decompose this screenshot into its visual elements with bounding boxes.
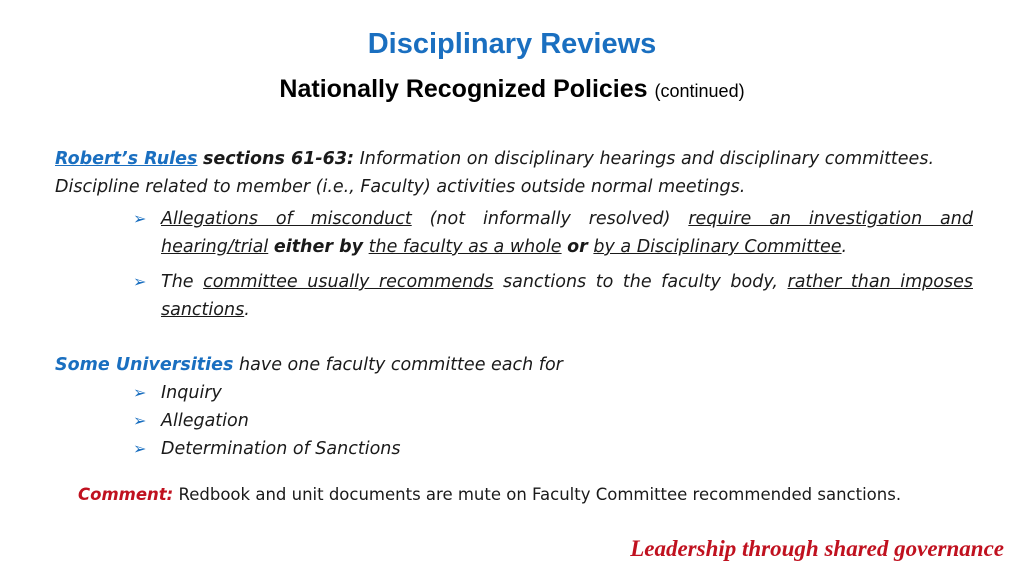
list-item (133, 435, 973, 463)
rules-bullet-list (133, 205, 973, 324)
bullet-text: . (244, 300, 250, 320)
bullet-text: The (161, 272, 194, 292)
footer-tagline: Leadership through shared governance (630, 536, 1004, 561)
bullet-text: the faculty as a whole (368, 237, 562, 257)
committee-item: Inquiry (161, 383, 222, 403)
bullet-text: committee usually recommends (203, 272, 494, 292)
bullet-text: sanctions to the faculty body, (502, 272, 778, 292)
paragraph-line2-text: Discipline related to member (i.e., Faculty) activities outside normal meetings. (55, 177, 746, 197)
bullet-text: by a Disciplinary Committee (593, 237, 842, 257)
list-item (133, 407, 973, 435)
list-item (133, 268, 973, 324)
universities-paragraph (55, 351, 563, 379)
arrow-right-icon: ➢ (133, 411, 147, 430)
subtitle-text: Nationally Recognized Policies (279, 75, 648, 103)
paragraph-line1-text: Information on disciplinary hearings and disciplinary committees. (359, 149, 935, 169)
bullet-text: rather than imposes sanctions (161, 272, 973, 320)
comment-line (78, 485, 901, 504)
comment-text: Redbook and unit documents are mute on Faculty Committee recommended sanctions. (178, 485, 902, 504)
arrow-right-icon: ➢ (133, 272, 147, 291)
bullet-text: . (841, 237, 848, 257)
page-title: Disciplinary Reviews (367, 28, 657, 60)
bullet-text: (not informally resolved) (429, 209, 671, 229)
bullet-text: require an investigation and hearing/trial (161, 209, 973, 257)
bullet-text: Allegations of misconduct (161, 209, 412, 229)
committee-item: Determination of Sanctions (161, 439, 401, 459)
comment-label: Comment: (78, 485, 174, 504)
universities-label: Some Universities (55, 355, 234, 375)
page-subtitle (0, 75, 1024, 104)
roberts-rules-paragraph (55, 145, 985, 201)
list-item (133, 379, 973, 407)
arrow-right-icon: ➢ (133, 209, 147, 228)
bullet-text: or (567, 237, 588, 257)
arrow-right-icon: ➢ (133, 439, 147, 458)
bullet-text: either by (273, 237, 364, 257)
roberts-rules-link[interactable]: Robert’s Rules (55, 149, 198, 169)
list-item (133, 205, 973, 261)
arrow-right-icon: ➢ (133, 383, 147, 402)
committee-item: Allegation (161, 411, 249, 431)
subtitle-note: (continued) (654, 81, 745, 101)
committee-bullet-list (133, 379, 973, 463)
sections-label: sections 61-63: (203, 149, 354, 169)
universities-text: have one faculty committee each for (239, 355, 563, 375)
